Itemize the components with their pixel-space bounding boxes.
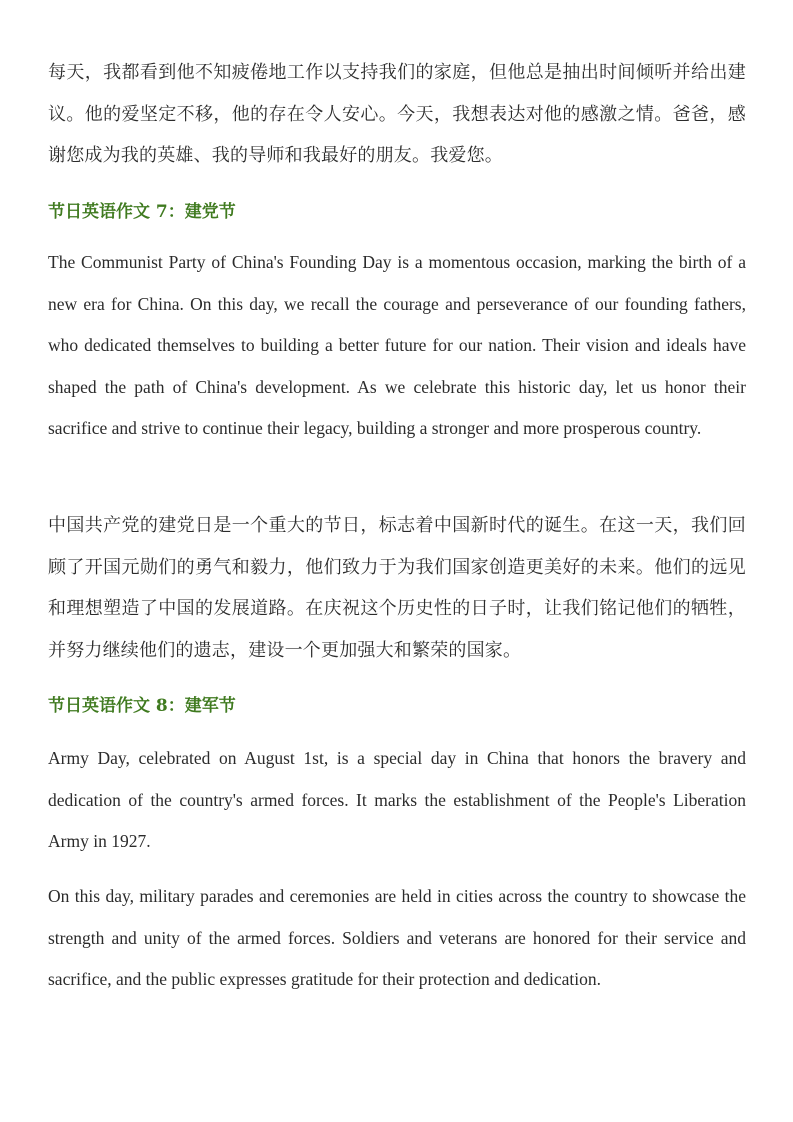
section-heading-8: 节日英语作文 8：建军节 [48, 696, 236, 716]
section-7-english-paragraph: The Communist Party of China's Founding Day is a momentous occasion, marking the birth of a new era for China. On this day, we recall the courage and perseverance of our founding fathers, who dedicated themselves to building a better future for our nation. Their vision and ideals have shaped the path of China's development. As we celebrate this historic day, let us honor their sacrifice and strive to continue their legacy, building a stronger and more prosperous country. [48, 252, 746, 439]
section-heading-7: 节日英语作文 7：建党节 [48, 202, 236, 222]
intro-paragraph-chinese: 每天，我都看到他不知疲倦地工作以支持我们的家庭，但他总是抽出时间倾听并给出建议。他的爱坚定不移，他的存在令人安心。今天，我想表达对他的感激之情。爸爸，感谢您成为我的英雄、我的导师和我最好的朋友。我爱您。 [48, 62, 746, 166]
section-8-english-paragraph-2: On this day, military parades and ceremonies are held in cities across the country to showcase the strength and unity of the armed forces. Soldiers and veterans are honored for their service and sacrifice, and the public expresses gratitude for their protection and dedication. [48, 886, 746, 990]
section-8-english-paragraph-1: Army Day, celebrated on August 1st, is a special day in China that honors the bravery and dedication of the country's armed forces. It marks the establishment of the People's Liberation Army in 1927. [48, 748, 746, 852]
document-page [48, 52, 746, 990]
section-7-chinese-paragraph: 中国共产党的建党日是一个重大的节日，标志着中国新时代的诞生。在这一天，我们回顾了开国元勋们的勇气和毅力，他们致力于为我们国家创造更美好的未来。他们的远见和理想塑造了中国的发展道路。在庆祝这个历史性的日子时，让我们铭记他们的牺牲，并努力继续他们的遗志，建设一个更加强大和繁荣的国家。 [48, 515, 746, 661]
